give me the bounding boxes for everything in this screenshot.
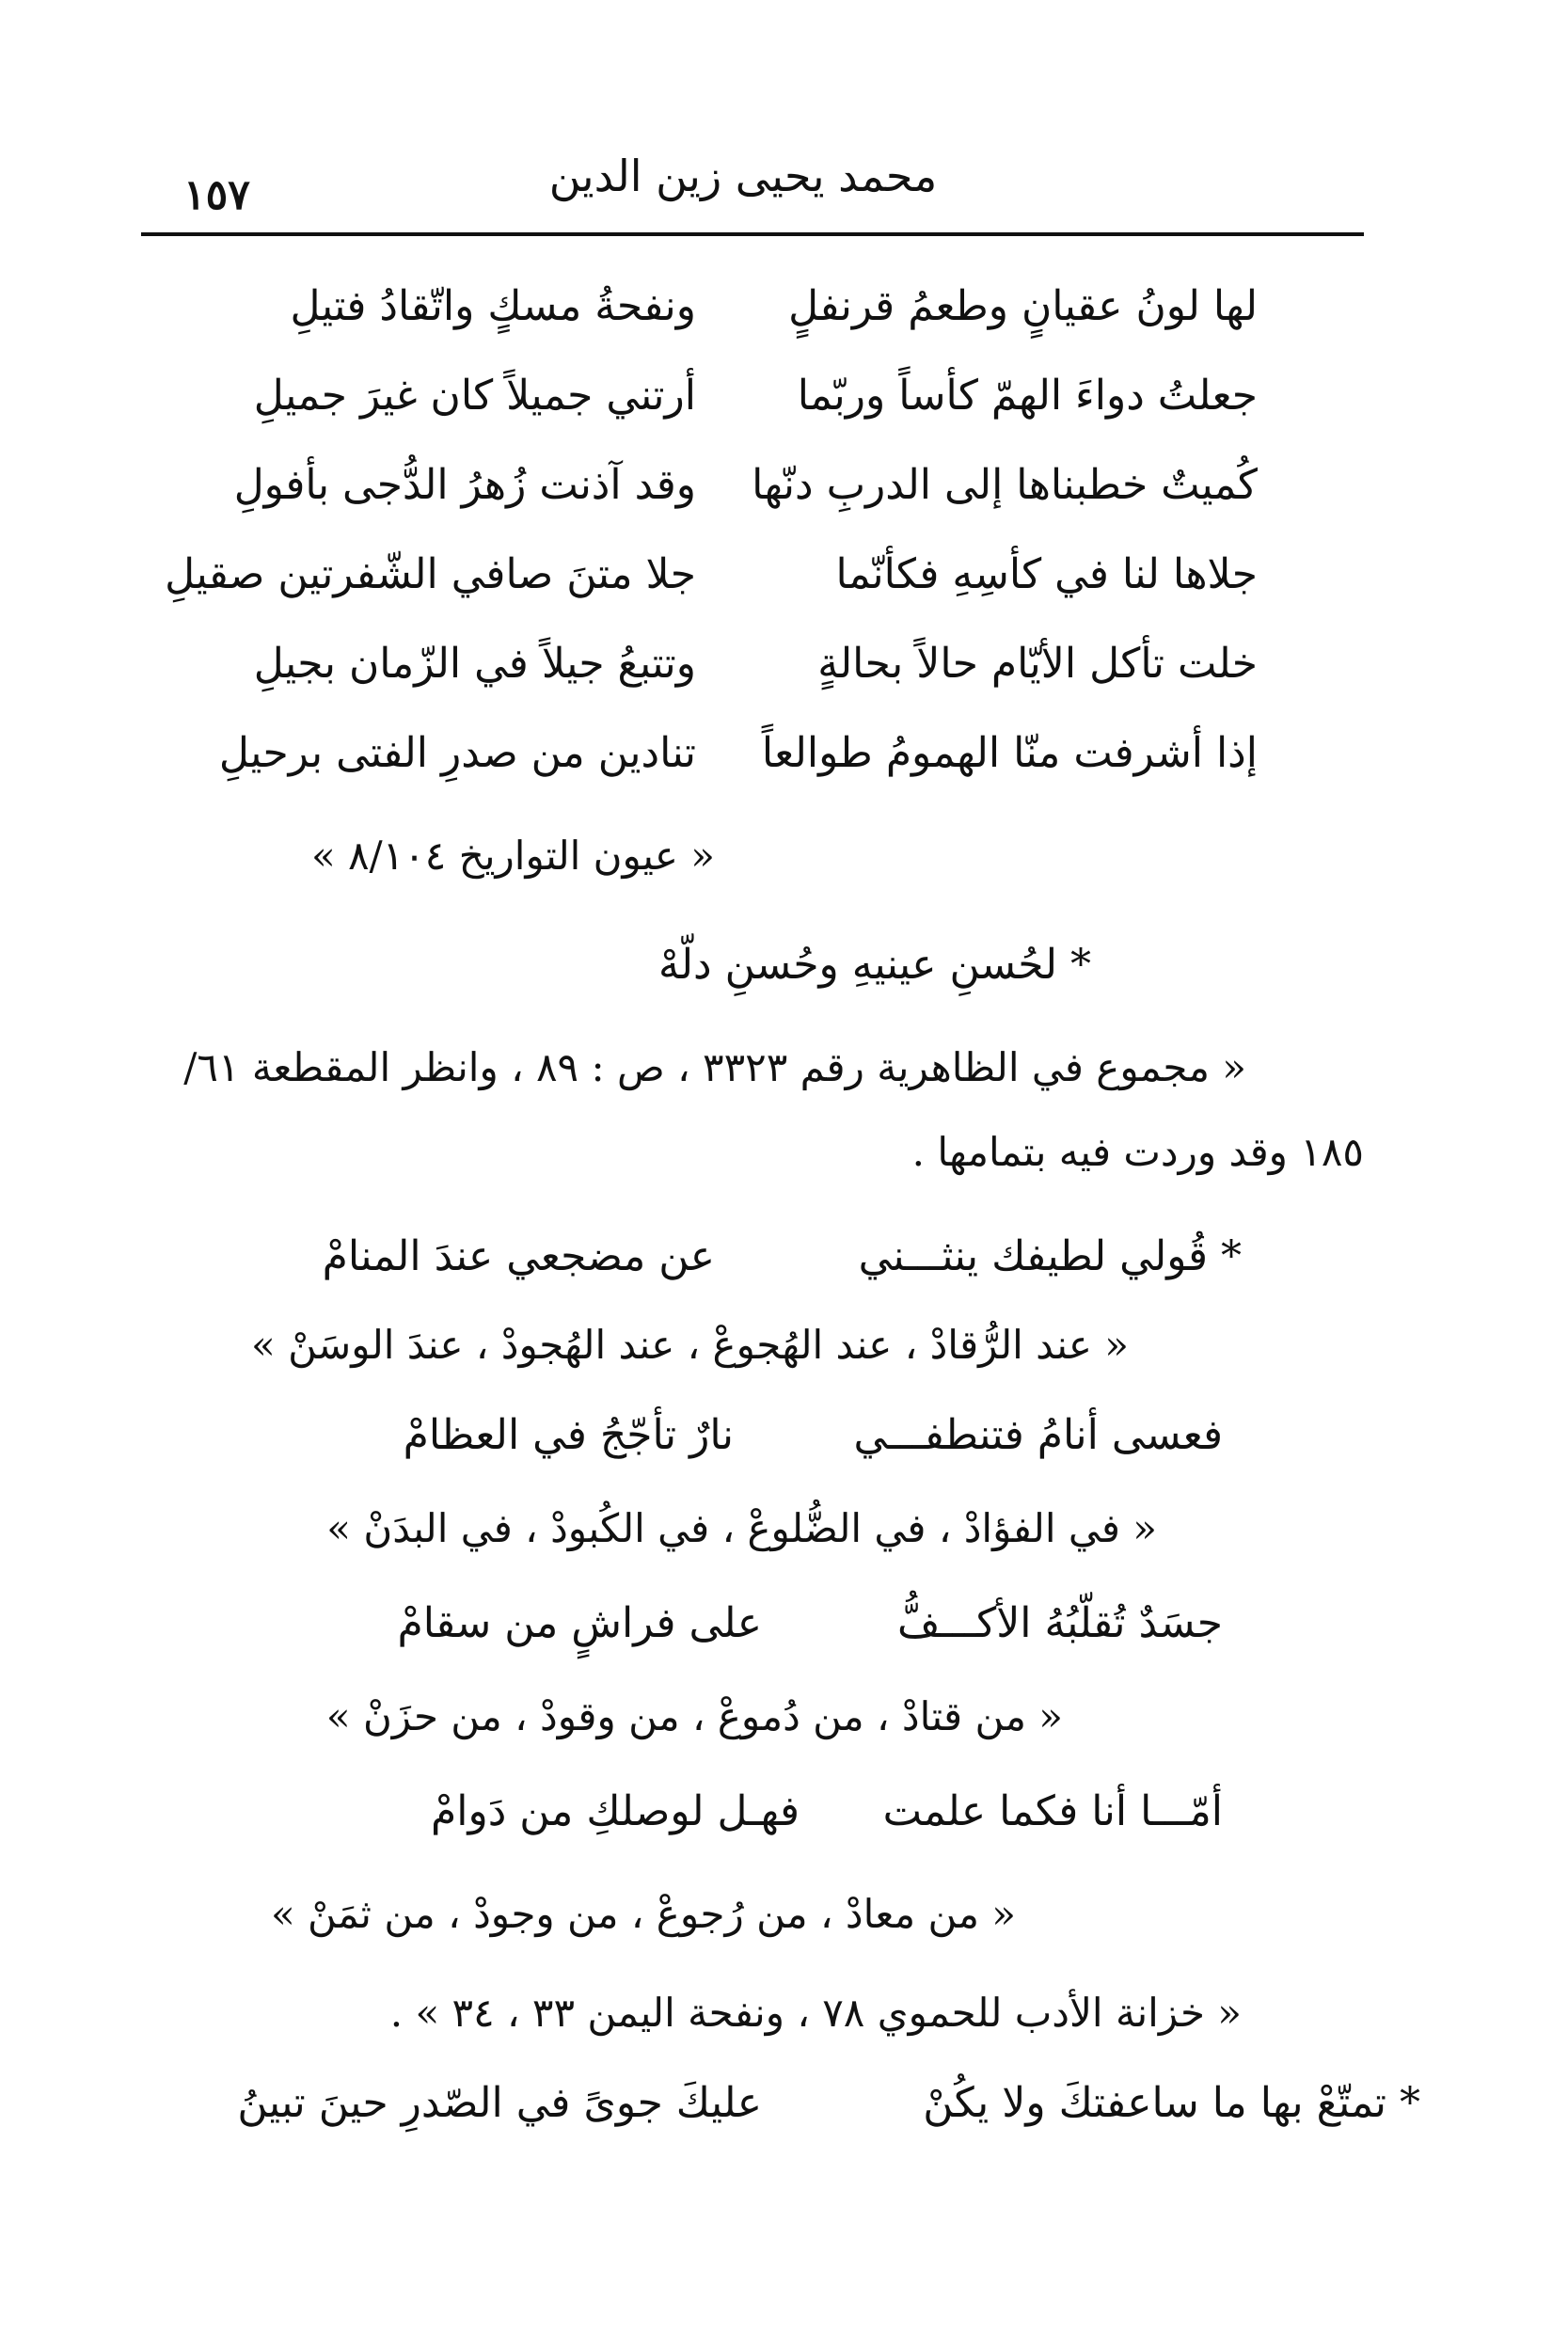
verse-4-right: جلاها لنا في كأسِهِ فكأنّما	[835, 550, 1258, 598]
poem2-line-3-right: جسَدٌ تُقلّبُهُ الأكـــفُّ	[897, 1599, 1223, 1647]
running-header-title: محمد يحيى زين الدين	[548, 151, 938, 201]
poem2-line-4-left: فهـل لوصلكِ من دَوامْ	[430, 1787, 800, 1835]
verse-5-right: خلت تأكل الأيّام حالاً بحالةٍ	[817, 640, 1258, 688]
last-verse-left: عليكَ جوىً في الصّدرِ حينَ تبينُ	[237, 2079, 762, 2127]
verse-1-right: لها لونُ عقيانٍ وطعمُ قرنفلٍ	[788, 282, 1258, 330]
poem2-line-1-right: * قُولي لطيفك ينثـــني	[858, 1232, 1242, 1280]
source-citation-2-line-2: ١٨٥ وقد وردت فيه بتمامها .	[911, 1129, 1364, 1175]
poem2-line-4-right: أمّـــا أنا فكما علمت	[882, 1787, 1223, 1835]
poem2-refrain-1: « عند الرُّقادْ ، عند الهُجوعْ ، عند الهُجودْ ، عندَ الوسَنْ »	[251, 1322, 1129, 1368]
verse-fragment: * لحُسنِ عينيهِ وحُسنِ دلّهْ	[658, 941, 1091, 989]
poem2-line-2-right: فعسى أنامُ فتنطفـــي	[853, 1411, 1223, 1459]
source-citation-2-line-1: « مجموع في الظاهرية رقم ٣٣٢٣ ، ص : ٨٩ ، وانظر المقطعة ٦١/	[183, 1044, 1246, 1090]
poem2-line-1-left: عن مضجعي عندَ المنامْ	[322, 1232, 715, 1280]
verse-6-right: إذا أشرفت منّا الهمومُ طوالعاً	[761, 729, 1258, 777]
verse-2-left: أرتني جميلاً كان غيرَ جميلِ	[253, 372, 696, 420]
verse-2-right: جعلتُ دواءَ الهمّ كأساً وربّما	[797, 372, 1258, 420]
verse-3-right: كُميتٌ خطبناها إلى الدربِ دنّها	[752, 461, 1258, 509]
verse-3-left: وقد آذنت زُهرُ الدُّجى بأفولِ	[233, 461, 696, 509]
poem2-line-2-left: نارٌ تأجّجُ في العظامْ	[403, 1411, 734, 1459]
verse-4-left: جلا متنَ صافي الشّفرتين صقيلِ	[165, 550, 696, 598]
source-citation-1: « عيون التواريخ ٨/١٠٤ »	[310, 833, 715, 879]
poem2-refrain-4: « من معادْ ، من رُجوعْ ، من وجودْ ، من ثمَنْ »	[271, 1891, 1016, 1937]
verse-1-left: ونفحةُ مسكٍ واتّقادُ فتيلِ	[290, 282, 696, 330]
poem2-line-3-left: على فراشٍ من سقامْ	[397, 1599, 762, 1647]
poem2-refrain-3: « من قتادْ ، من دُموعْ ، من وقودْ ، من حزَنْ »	[325, 1693, 1063, 1739]
source-citation-3: « خزانة الأدب للحموي ٧٨ ، ونفحة اليمن ٣٣ ، ٣٤ » .	[389, 1990, 1242, 2036]
verse-6-left: تنادين من صدرِ الفتى برحيلِ	[218, 729, 696, 777]
page-number: ١٥٧	[183, 171, 250, 219]
poem2-refrain-2: « في الفؤادْ ، في الضُّلوعْ ، في الكُبودْ ، في البدَنْ »	[326, 1505, 1157, 1551]
header-rule	[141, 232, 1364, 236]
verse-5-left: وتتبعُ جيلاً في الزّمان بجيلِ	[253, 640, 696, 688]
last-verse-right: * تمتّعْ بها ما ساعفتكَ ولا يكُنْ	[923, 2079, 1420, 2127]
